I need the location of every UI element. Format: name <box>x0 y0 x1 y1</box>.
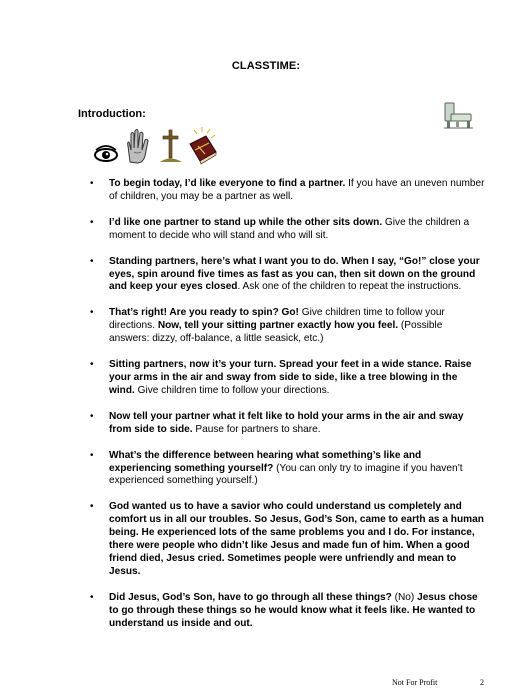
eye-icon <box>95 146 117 161</box>
list-item: • I’d like one partner to stand up while the other sits down. Give the children a moment to decide who will stand and who will sit. <box>90 216 470 241</box>
page-number: 2 <box>480 678 484 687</box>
list-item: • To begin today, I’d like everyone to find a partner. If you have an uneven number of children, you may be a partner as well. <box>90 178 485 202</box>
cross-icon <box>160 130 182 162</box>
list-item: • Did Jesus, God’s Son, have to go through all these things? (No) Jesus chose to go through these things so he would know what it feels like. He wanted to understand us inside and out. <box>90 591 478 629</box>
list-item: • Sitting partners, now it’s your turn. Spread your feet in a wide stance. Raise your arms in the air and sway from side to side, like a tree blowing in the wind. Give children time to follow your directions. <box>90 359 472 396</box>
list-item: • Standing partners, here’s what I want you to do. When I say, “Go!” close your eyes, spin around five times as fast as you can, then sit down on the ground and keep your eyes closed. Ask one of the children to repeat the instructions. <box>90 255 480 293</box>
instruction-list <box>80 178 485 643</box>
icon-row <box>94 126 220 166</box>
list-item: • What’s the difference between hearing what something’s like and experiencing something yourself? (You can only try to imagine if you haven’t experienced something yourself.) <box>90 449 463 487</box>
list-item: • That’s right! Are you ready to spin? Go! Give children time to follow your directions. Now, tell your sitting partner exactly how you feel. (Possible answers: dizzy, off-balance, a little seasick, etc.) <box>90 307 445 345</box>
page-title: CLASSTIME: <box>231 60 301 72</box>
chair-icon <box>441 100 477 130</box>
bible-icon <box>190 127 216 164</box>
section-heading: Introduction: <box>78 108 146 120</box>
list-item: • Now tell your partner what it felt like to hold your arms in the air and sway from side to side. Pause for partners to share. <box>90 410 464 435</box>
hand-icon <box>128 130 148 164</box>
list-item: • God wanted us to have a savior who could understand us completely and comfort us in all our troubles. So Jesus, God’s Son, came to earth as a human being. He experienced lots of the same problems you and I do. For instance, there were people who didn’t like Jesus and made fun of him. When a good friend died, Jesus cried. Sometimes people were unfriendly and mean to Jesus. <box>90 501 484 577</box>
footer-text: Not For Profit <box>392 678 438 687</box>
